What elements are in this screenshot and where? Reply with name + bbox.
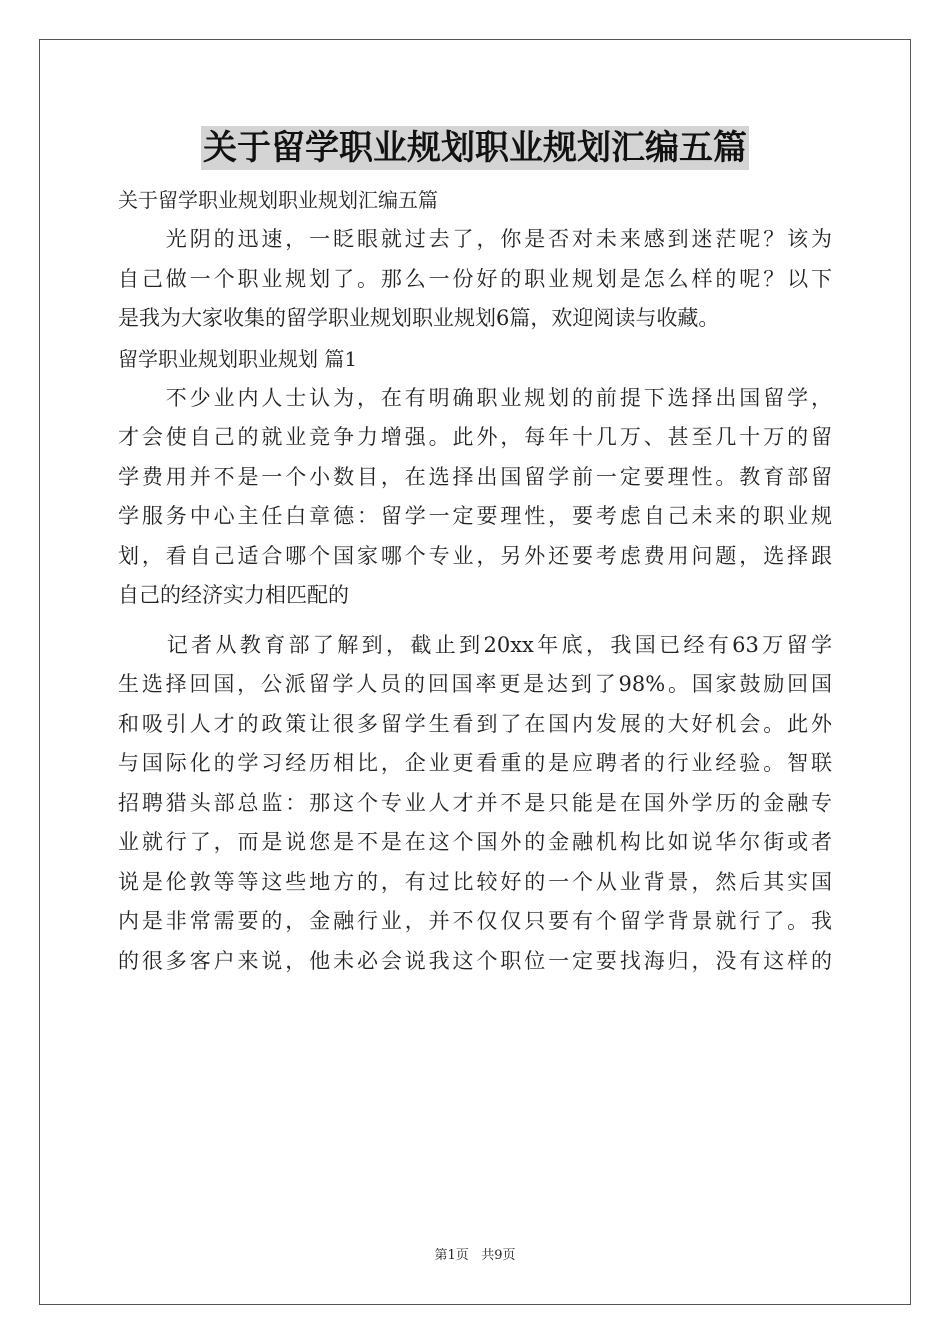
text-line: 和吸引人才的政策让很多留学生看到了在国内发展的大好机会。此外 [118,711,832,736]
text-line: 生选择回国，公派留学人员的回国率更是达到了98%。国家鼓励回国 [118,672,832,696]
paragraph-1 [118,379,832,616]
text-line: 业就行了，而是说您是不是在这个国外的金融机构比如说华尔街或者 [118,830,832,854]
title-wrap [0,126,950,170]
page-footer [0,1244,950,1263]
text-line: 划，看自己适合哪个国家哪个专业，另外还要考虑费用问题，选择跟 [118,543,832,568]
text-line: 自己做一个职业规划了。那么一份好的职业规划是怎么样的呢？以下 [118,266,832,291]
page-number-total: 共9页 [481,1248,516,1263]
document-subtitle: 关于留学职业规划职业规划汇编五篇 [118,188,438,212]
text-line: 不少业内人士认为，在有明确职业规划的前提下选择出国留学， [118,385,832,410]
intro-paragraph [118,220,832,339]
text-line: 的很多客户来说，他未必会说我这个职位一定要找海归，没有这样的 [118,948,832,973]
paragraph-gap [118,616,832,626]
section-heading: 留学职业规划职业规划 篇1 [118,346,358,371]
document-title: 关于留学职业规划职业规划汇编五篇 [203,128,747,168]
text-line: 内是非常需要的，金融行业，并不仅仅只要有个留学背景就行了。我 [118,909,832,933]
text-line: 学服务中心主任白章德：留学一定要理性，要考虑自己未来的职业规 [118,504,832,528]
text-line: 光阴的迅速，一眨眼就过去了，你是否对未来感到迷茫呢？该为 [118,227,832,251]
text-line: 说是伦敦等等这些地方的，有过比较好的一个从业背景，然后其实国 [118,869,832,894]
page-number-current: 第1页 [434,1248,469,1263]
text-line: 是我为大家收集的留学职业规划职业规划6篇，欢迎阅读与收藏。 [118,306,720,330]
text-line: 与国际化的学习经历相比，企业更看重的是应聘者的行业经验。智联 [118,751,832,775]
text-line: 才会使自己的就业竞争力增强。此外，每年十几万、甚至几十万的留 [118,425,832,449]
text-line: 自己的经济实力相匹配的 [118,583,349,607]
document-body [118,180,832,981]
text-line: 记者从教育部了解到，截止到20xx年底，我国已经有63万留学 [118,632,832,657]
paragraph-2 [118,626,832,982]
text-line: 招聘猎头部总监：那这个专业人才并不是只能是在国外学历的金融专 [118,790,832,815]
text-line: 学费用并不是一个小数目，在选择出国留学前一定要理性。教育部留 [118,464,832,489]
